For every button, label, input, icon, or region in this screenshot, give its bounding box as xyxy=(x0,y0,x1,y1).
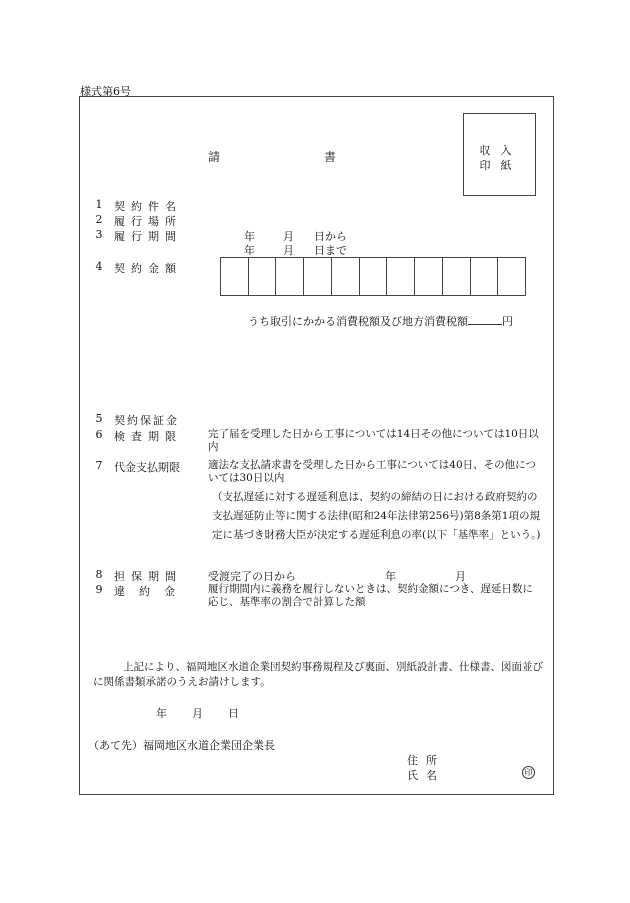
revenue-stamp-box xyxy=(463,113,536,196)
item-2-label: 履行場所 xyxy=(114,215,182,228)
item-4-label: 契約金額 xyxy=(114,262,182,275)
tax-amount-blank[interactable] xyxy=(468,313,502,325)
stamp-label-1: 収入 xyxy=(479,144,522,157)
amount-digit-cell[interactable] xyxy=(442,258,470,295)
warranty-start-text: 受渡完了の日から xyxy=(208,570,296,583)
period-from-day: 日から xyxy=(314,230,347,243)
item-7-number: 7 xyxy=(95,459,103,472)
item-1-label: 契約件名 xyxy=(114,200,182,213)
title-right: 書 xyxy=(324,150,337,164)
item-8-number: 8 xyxy=(95,568,103,581)
amount-digit-cell[interactable] xyxy=(386,258,414,295)
payment-deadline-text: 適法な支払請求書を受理した日から工事については40日、その他については30日以内 xyxy=(208,459,536,484)
amount-digit-cell[interactable] xyxy=(497,258,525,295)
item-6-number: 6 xyxy=(95,428,103,441)
date-month: 月 xyxy=(192,707,203,720)
item-3-number: 3 xyxy=(95,228,103,241)
title-left: 請 xyxy=(208,150,221,164)
amount-digit-cell[interactable] xyxy=(331,258,359,295)
item-5-label: 契約保証金 xyxy=(114,414,179,427)
warranty-year: 年 xyxy=(385,570,396,583)
inspection-deadline-text: 完了届を受理した日から工事については14日その他については10日以内 xyxy=(208,428,539,453)
penalty-text: 履行期間内に義務を履行しないときは、契約金額につき、遅延日数に応じ、基準率の割合で計算した額 xyxy=(208,583,533,608)
warranty-month: 月 xyxy=(455,570,466,583)
period-to-day: 日まで xyxy=(314,244,347,257)
item-9-label: 違約金 xyxy=(114,585,189,598)
applicant-address-label: 住所 xyxy=(407,754,445,767)
late-interest-note: （支払遅延に対する遅延利息は、契約の締結の日における政府契約の支払遅延防止等に関する法律(昭和24年法律第256号)第8条第1項の規定に基づき財務大臣が決定する遅延利息の率(以下「基準率」という。) xyxy=(212,491,541,541)
period-to-month: 月 xyxy=(283,244,294,257)
item-7-label: 代金支払期限 xyxy=(114,461,180,474)
item-2-number: 2 xyxy=(95,213,103,226)
item-3-label: 履行期間 xyxy=(114,230,182,243)
period-from-year: 年 xyxy=(244,230,255,243)
yen-unit: 円 xyxy=(502,315,513,328)
amount-digit-cell[interactable] xyxy=(221,258,248,295)
form-number: 様式第6号 xyxy=(80,85,131,98)
applicant-name-label: 氏名 xyxy=(407,769,445,782)
item-5-number: 5 xyxy=(95,412,103,425)
amount-digit-cell[interactable] xyxy=(303,258,331,295)
amount-digit-cell[interactable] xyxy=(470,258,498,295)
stamp-label-2: 印紙 xyxy=(479,159,522,172)
tax-amount-line xyxy=(248,313,513,329)
period-from-month: 月 xyxy=(283,230,294,243)
item-1-number: 1 xyxy=(95,198,103,211)
amount-digit-cell[interactable] xyxy=(414,258,442,295)
date-day: 日 xyxy=(228,707,239,720)
period-to-year: 年 xyxy=(244,244,255,257)
item-6-label: 検査期限 xyxy=(114,430,182,443)
amount-digit-cell[interactable] xyxy=(359,258,387,295)
seal-mark: 印 xyxy=(522,766,535,779)
item-4-number: 4 xyxy=(95,260,103,273)
amount-digit-cell[interactable] xyxy=(275,258,303,295)
item-9-number: 9 xyxy=(95,583,103,596)
contract-amount-grid[interactable] xyxy=(220,257,526,296)
item-8-label: 担保期間 xyxy=(114,570,182,583)
date-year: 年 xyxy=(156,707,167,720)
addressee: （あて先）福岡地区水道企業団企業長 xyxy=(88,739,275,752)
closing-statement: 上記により、福岡地区水道企業団契約事務規程及び裏面、別紙設計書、仕様書、図面並びに関係書類承諾のうえお請けします。 xyxy=(93,661,543,688)
tax-amount-label: うち取引にかかる消費税額及び地方消費税額 xyxy=(248,315,468,328)
amount-digit-cell[interactable] xyxy=(248,258,276,295)
